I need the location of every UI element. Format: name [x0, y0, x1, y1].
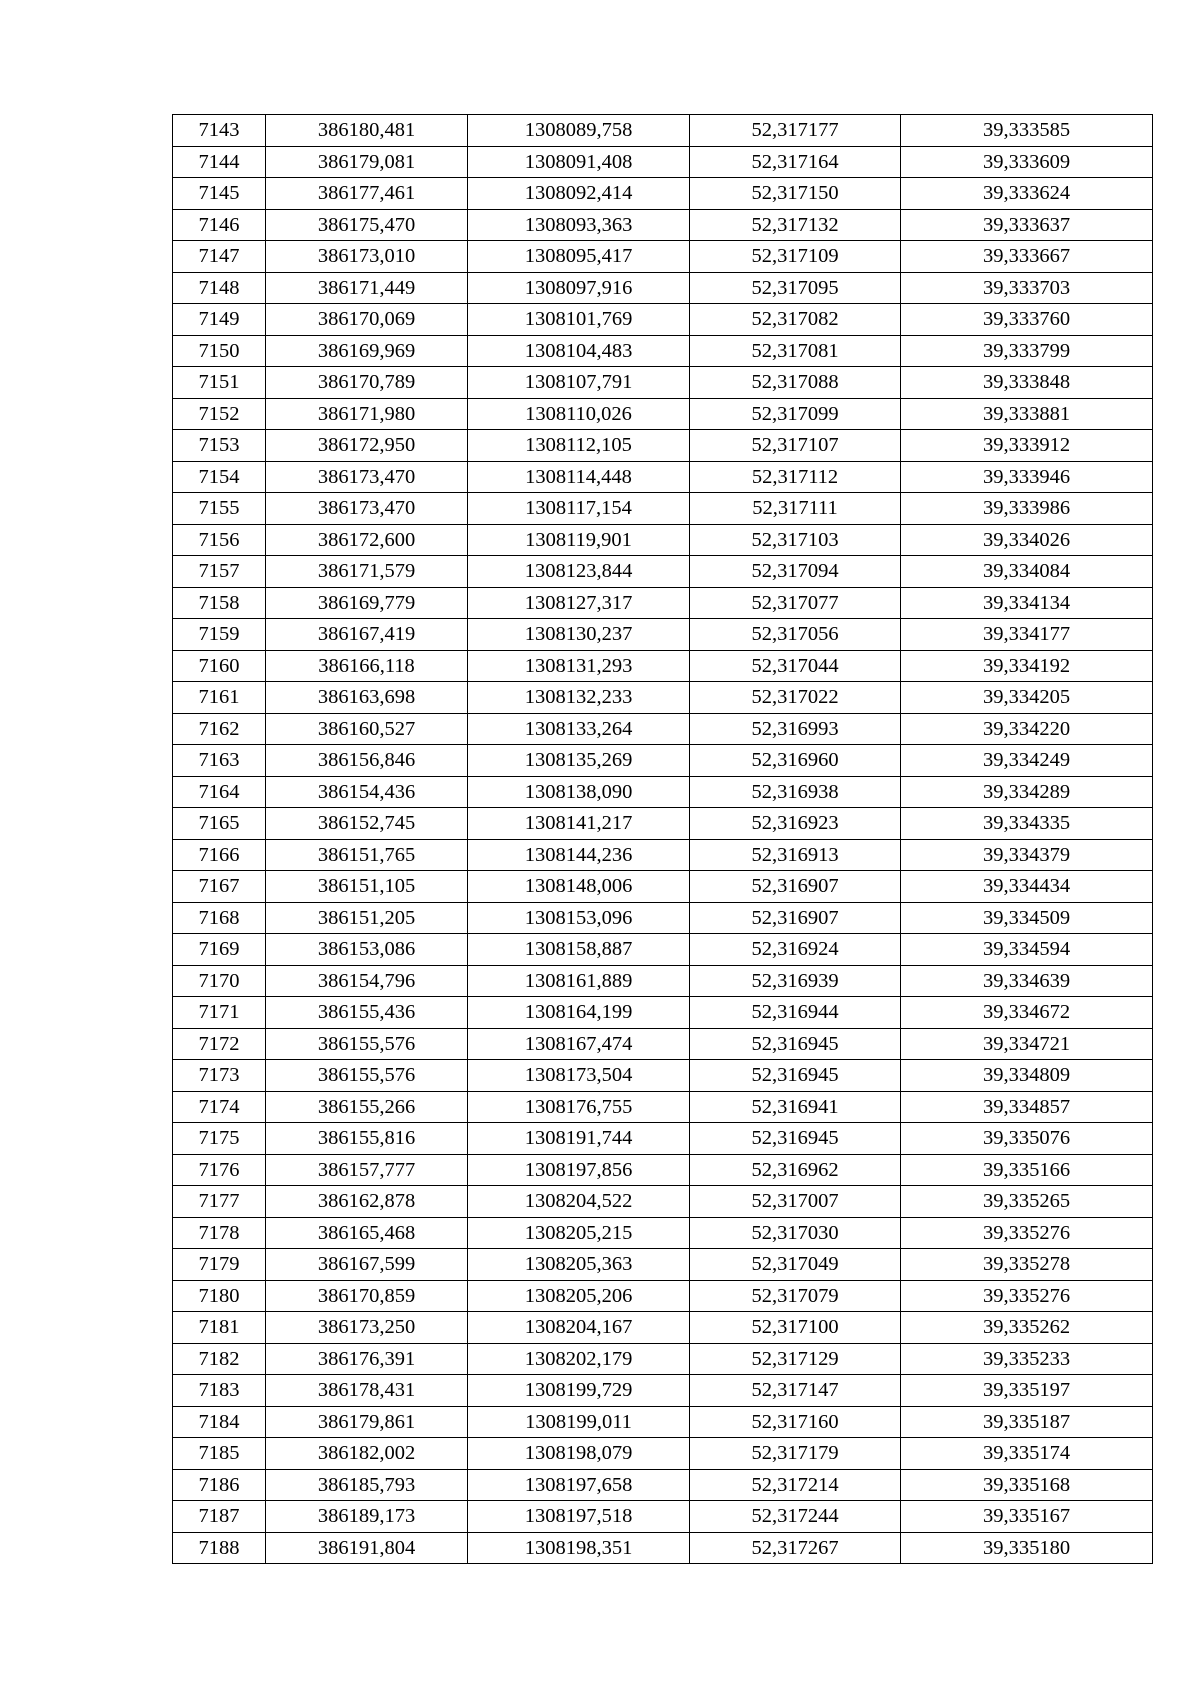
table-row [173, 1406, 1153, 1438]
x-coordinate-cell: 386170,789 [266, 367, 468, 399]
latitude-cell: 52,317081 [690, 335, 901, 367]
table-row [173, 1217, 1153, 1249]
y-coordinate-cell: 1308117,154 [468, 493, 690, 525]
table-row [173, 745, 1153, 777]
table-row [173, 1091, 1153, 1123]
table-row [173, 839, 1153, 871]
point-number-cell: 7146 [173, 209, 266, 241]
table-row [173, 1154, 1153, 1186]
point-number-cell: 7166 [173, 839, 266, 871]
latitude-cell: 52,317095 [690, 272, 901, 304]
latitude-cell: 52,316907 [690, 871, 901, 903]
point-number-cell: 7167 [173, 871, 266, 903]
y-coordinate-cell: 1308093,363 [468, 209, 690, 241]
point-number-cell: 7164 [173, 776, 266, 808]
longitude-cell: 39,334721 [901, 1028, 1153, 1060]
y-coordinate-cell: 1308202,179 [468, 1343, 690, 1375]
y-coordinate-cell: 1308123,844 [468, 556, 690, 588]
y-coordinate-cell: 1308173,504 [468, 1060, 690, 1092]
latitude-cell: 52,317244 [690, 1501, 901, 1533]
longitude-cell: 39,335262 [901, 1312, 1153, 1344]
x-coordinate-cell: 386172,950 [266, 430, 468, 462]
table-row [173, 1438, 1153, 1470]
latitude-cell: 52,317129 [690, 1343, 901, 1375]
latitude-cell: 52,317150 [690, 178, 901, 210]
y-coordinate-cell: 1308148,006 [468, 871, 690, 903]
y-coordinate-cell: 1308095,417 [468, 241, 690, 273]
table-row [173, 367, 1153, 399]
y-coordinate-cell: 1308138,090 [468, 776, 690, 808]
table-row [173, 871, 1153, 903]
table-row [173, 776, 1153, 808]
latitude-cell: 52,317056 [690, 619, 901, 651]
latitude-cell: 52,316960 [690, 745, 901, 777]
longitude-cell: 39,333609 [901, 146, 1153, 178]
point-number-cell: 7161 [173, 682, 266, 714]
point-number-cell: 7159 [173, 619, 266, 651]
longitude-cell: 39,333799 [901, 335, 1153, 367]
x-coordinate-cell: 386167,419 [266, 619, 468, 651]
point-number-cell: 7178 [173, 1217, 266, 1249]
latitude-cell: 52,316945 [690, 1123, 901, 1155]
table-row [173, 997, 1153, 1029]
table-row [173, 398, 1153, 430]
point-number-cell: 7174 [173, 1091, 266, 1123]
table-row [173, 587, 1153, 619]
longitude-cell: 39,334335 [901, 808, 1153, 840]
y-coordinate-cell: 1308119,901 [468, 524, 690, 556]
x-coordinate-cell: 386180,481 [266, 115, 468, 147]
point-number-cell: 7152 [173, 398, 266, 430]
y-coordinate-cell: 1308197,658 [468, 1469, 690, 1501]
table-row [173, 650, 1153, 682]
y-coordinate-cell: 1308135,269 [468, 745, 690, 777]
x-coordinate-cell: 386173,010 [266, 241, 468, 273]
latitude-cell: 52,317082 [690, 304, 901, 336]
table-row [173, 493, 1153, 525]
latitude-cell: 52,317132 [690, 209, 901, 241]
x-coordinate-cell: 386162,878 [266, 1186, 468, 1218]
point-number-cell: 7151 [173, 367, 266, 399]
longitude-cell: 39,334220 [901, 713, 1153, 745]
table-row [173, 934, 1153, 966]
table-row [173, 1028, 1153, 1060]
longitude-cell: 39,335276 [901, 1217, 1153, 1249]
latitude-cell: 52,316993 [690, 713, 901, 745]
table-row [173, 1501, 1153, 1533]
y-coordinate-cell: 1308161,889 [468, 965, 690, 997]
longitude-cell: 39,335167 [901, 1501, 1153, 1533]
latitude-cell: 52,317044 [690, 650, 901, 682]
longitude-cell: 39,333624 [901, 178, 1153, 210]
point-number-cell: 7171 [173, 997, 266, 1029]
x-coordinate-cell: 386173,250 [266, 1312, 468, 1344]
longitude-cell: 39,334026 [901, 524, 1153, 556]
longitude-cell: 39,335180 [901, 1532, 1153, 1564]
longitude-cell: 39,335166 [901, 1154, 1153, 1186]
point-number-cell: 7184 [173, 1406, 266, 1438]
y-coordinate-cell: 1308112,105 [468, 430, 690, 462]
longitude-cell: 39,334084 [901, 556, 1153, 588]
x-coordinate-cell: 386175,470 [266, 209, 468, 241]
x-coordinate-cell: 386169,969 [266, 335, 468, 367]
latitude-cell: 52,317164 [690, 146, 901, 178]
y-coordinate-cell: 1308197,856 [468, 1154, 690, 1186]
latitude-cell: 52,316939 [690, 965, 901, 997]
y-coordinate-cell: 1308107,791 [468, 367, 690, 399]
table-row [173, 1186, 1153, 1218]
y-coordinate-cell: 1308153,096 [468, 902, 690, 934]
point-number-cell: 7155 [173, 493, 266, 525]
latitude-cell: 52,317094 [690, 556, 901, 588]
latitude-cell: 52,317030 [690, 1217, 901, 1249]
latitude-cell: 52,317177 [690, 115, 901, 147]
x-coordinate-cell: 386151,105 [266, 871, 468, 903]
longitude-cell: 39,334289 [901, 776, 1153, 808]
table-row [173, 619, 1153, 651]
longitude-cell: 39,333585 [901, 115, 1153, 147]
table-row [173, 304, 1153, 336]
x-coordinate-cell: 386173,470 [266, 461, 468, 493]
table-row [173, 272, 1153, 304]
table-row [173, 1249, 1153, 1281]
table-row [173, 178, 1153, 210]
longitude-cell: 39,333760 [901, 304, 1153, 336]
x-coordinate-cell: 386163,698 [266, 682, 468, 714]
y-coordinate-cell: 1308205,206 [468, 1280, 690, 1312]
longitude-cell: 39,335168 [901, 1469, 1153, 1501]
latitude-cell: 52,317079 [690, 1280, 901, 1312]
longitude-cell: 39,334594 [901, 934, 1153, 966]
point-number-cell: 7183 [173, 1375, 266, 1407]
y-coordinate-cell: 1308204,522 [468, 1186, 690, 1218]
point-number-cell: 7179 [173, 1249, 266, 1281]
longitude-cell: 39,335076 [901, 1123, 1153, 1155]
x-coordinate-cell: 386165,468 [266, 1217, 468, 1249]
x-coordinate-cell: 386172,600 [266, 524, 468, 556]
x-coordinate-cell: 386179,861 [266, 1406, 468, 1438]
point-number-cell: 7157 [173, 556, 266, 588]
table-row [173, 1469, 1153, 1501]
table-row [173, 808, 1153, 840]
y-coordinate-cell: 1308131,293 [468, 650, 690, 682]
point-number-cell: 7188 [173, 1532, 266, 1564]
point-number-cell: 7180 [173, 1280, 266, 1312]
y-coordinate-cell: 1308101,769 [468, 304, 690, 336]
latitude-cell: 52,317100 [690, 1312, 901, 1344]
x-coordinate-cell: 386153,086 [266, 934, 468, 966]
table-row [173, 556, 1153, 588]
latitude-cell: 52,316938 [690, 776, 901, 808]
x-coordinate-cell: 386156,846 [266, 745, 468, 777]
point-number-cell: 7150 [173, 335, 266, 367]
x-coordinate-cell: 386191,804 [266, 1532, 468, 1564]
x-coordinate-cell: 386151,765 [266, 839, 468, 871]
y-coordinate-cell: 1308114,448 [468, 461, 690, 493]
latitude-cell: 52,316907 [690, 902, 901, 934]
x-coordinate-cell: 386169,779 [266, 587, 468, 619]
x-coordinate-cell: 386178,431 [266, 1375, 468, 1407]
point-number-cell: 7149 [173, 304, 266, 336]
longitude-cell: 39,333848 [901, 367, 1153, 399]
y-coordinate-cell: 1308104,483 [468, 335, 690, 367]
table-row [173, 209, 1153, 241]
x-coordinate-cell: 386155,576 [266, 1028, 468, 1060]
longitude-cell: 39,334809 [901, 1060, 1153, 1092]
latitude-cell: 52,316913 [690, 839, 901, 871]
latitude-cell: 52,317109 [690, 241, 901, 273]
table-row [173, 146, 1153, 178]
table-row [173, 1532, 1153, 1564]
point-number-cell: 7158 [173, 587, 266, 619]
y-coordinate-cell: 1308092,414 [468, 178, 690, 210]
longitude-cell: 39,333986 [901, 493, 1153, 525]
latitude-cell: 52,317103 [690, 524, 901, 556]
x-coordinate-cell: 386155,576 [266, 1060, 468, 1092]
longitude-cell: 39,334379 [901, 839, 1153, 871]
longitude-cell: 39,334134 [901, 587, 1153, 619]
x-coordinate-cell: 386170,069 [266, 304, 468, 336]
coordinates-table [172, 114, 1153, 1564]
latitude-cell: 52,316945 [690, 1028, 901, 1060]
table-row [173, 241, 1153, 273]
y-coordinate-cell: 1308127,317 [468, 587, 690, 619]
point-number-cell: 7175 [173, 1123, 266, 1155]
y-coordinate-cell: 1308167,474 [468, 1028, 690, 1060]
x-coordinate-cell: 386151,205 [266, 902, 468, 934]
longitude-cell: 39,334857 [901, 1091, 1153, 1123]
latitude-cell: 52,316944 [690, 997, 901, 1029]
y-coordinate-cell: 1308191,744 [468, 1123, 690, 1155]
point-number-cell: 7170 [173, 965, 266, 997]
longitude-cell: 39,334672 [901, 997, 1153, 1029]
y-coordinate-cell: 1308132,233 [468, 682, 690, 714]
point-number-cell: 7187 [173, 1501, 266, 1533]
point-number-cell: 7165 [173, 808, 266, 840]
longitude-cell: 39,334205 [901, 682, 1153, 714]
latitude-cell: 52,317077 [690, 587, 901, 619]
longitude-cell: 39,334177 [901, 619, 1153, 651]
table-row [173, 461, 1153, 493]
x-coordinate-cell: 386177,461 [266, 178, 468, 210]
latitude-cell: 52,317147 [690, 1375, 901, 1407]
longitude-cell: 39,333667 [901, 241, 1153, 273]
coordinates-table-body [173, 115, 1153, 1564]
longitude-cell: 39,333881 [901, 398, 1153, 430]
x-coordinate-cell: 386166,118 [266, 650, 468, 682]
x-coordinate-cell: 386152,745 [266, 808, 468, 840]
point-number-cell: 7163 [173, 745, 266, 777]
latitude-cell: 52,316945 [690, 1060, 901, 1092]
x-coordinate-cell: 386167,599 [266, 1249, 468, 1281]
y-coordinate-cell: 1308141,217 [468, 808, 690, 840]
latitude-cell: 52,317111 [690, 493, 901, 525]
y-coordinate-cell: 1308091,408 [468, 146, 690, 178]
latitude-cell: 52,317267 [690, 1532, 901, 1564]
point-number-cell: 7148 [173, 272, 266, 304]
latitude-cell: 52,317049 [690, 1249, 901, 1281]
point-number-cell: 7169 [173, 934, 266, 966]
x-coordinate-cell: 386173,470 [266, 493, 468, 525]
longitude-cell: 39,333637 [901, 209, 1153, 241]
y-coordinate-cell: 1308198,351 [468, 1532, 690, 1564]
point-number-cell: 7160 [173, 650, 266, 682]
table-row [173, 965, 1153, 997]
point-number-cell: 7156 [173, 524, 266, 556]
latitude-cell: 52,317112 [690, 461, 901, 493]
latitude-cell: 52,316962 [690, 1154, 901, 1186]
table-row [173, 682, 1153, 714]
point-number-cell: 7181 [173, 1312, 266, 1344]
longitude-cell: 39,333946 [901, 461, 1153, 493]
x-coordinate-cell: 386171,449 [266, 272, 468, 304]
table-row [173, 524, 1153, 556]
latitude-cell: 52,317107 [690, 430, 901, 462]
point-number-cell: 7172 [173, 1028, 266, 1060]
longitude-cell: 39,333912 [901, 430, 1153, 462]
point-number-cell: 7173 [173, 1060, 266, 1092]
table-row [173, 1343, 1153, 1375]
y-coordinate-cell: 1308158,887 [468, 934, 690, 966]
longitude-cell: 39,333703 [901, 272, 1153, 304]
longitude-cell: 39,335197 [901, 1375, 1153, 1407]
x-coordinate-cell: 386157,777 [266, 1154, 468, 1186]
latitude-cell: 52,317214 [690, 1469, 901, 1501]
longitude-cell: 39,334434 [901, 871, 1153, 903]
x-coordinate-cell: 386185,793 [266, 1469, 468, 1501]
y-coordinate-cell: 1308199,729 [468, 1375, 690, 1407]
y-coordinate-cell: 1308110,026 [468, 398, 690, 430]
point-number-cell: 7145 [173, 178, 266, 210]
table-row [173, 430, 1153, 462]
y-coordinate-cell: 1308176,755 [468, 1091, 690, 1123]
latitude-cell: 52,317099 [690, 398, 901, 430]
table-row [173, 1312, 1153, 1344]
longitude-cell: 39,334192 [901, 650, 1153, 682]
x-coordinate-cell: 386155,816 [266, 1123, 468, 1155]
x-coordinate-cell: 386182,002 [266, 1438, 468, 1470]
x-coordinate-cell: 386171,980 [266, 398, 468, 430]
latitude-cell: 52,317179 [690, 1438, 901, 1470]
y-coordinate-cell: 1308133,264 [468, 713, 690, 745]
point-number-cell: 7186 [173, 1469, 266, 1501]
point-number-cell: 7182 [173, 1343, 266, 1375]
x-coordinate-cell: 386189,173 [266, 1501, 468, 1533]
x-coordinate-cell: 386155,436 [266, 997, 468, 1029]
point-number-cell: 7143 [173, 115, 266, 147]
y-coordinate-cell: 1308204,167 [468, 1312, 690, 1344]
x-coordinate-cell: 386176,391 [266, 1343, 468, 1375]
y-coordinate-cell: 1308144,236 [468, 839, 690, 871]
longitude-cell: 39,335265 [901, 1186, 1153, 1218]
longitude-cell: 39,335276 [901, 1280, 1153, 1312]
table-row [173, 713, 1153, 745]
longitude-cell: 39,334639 [901, 965, 1153, 997]
table-row [173, 1060, 1153, 1092]
longitude-cell: 39,334249 [901, 745, 1153, 777]
latitude-cell: 52,317007 [690, 1186, 901, 1218]
latitude-cell: 52,316941 [690, 1091, 901, 1123]
y-coordinate-cell: 1308198,079 [468, 1438, 690, 1470]
latitude-cell: 52,317160 [690, 1406, 901, 1438]
longitude-cell: 39,335174 [901, 1438, 1153, 1470]
latitude-cell: 52,317088 [690, 367, 901, 399]
x-coordinate-cell: 386160,527 [266, 713, 468, 745]
y-coordinate-cell: 1308205,215 [468, 1217, 690, 1249]
longitude-cell: 39,334509 [901, 902, 1153, 934]
y-coordinate-cell: 1308205,363 [468, 1249, 690, 1281]
x-coordinate-cell: 386155,266 [266, 1091, 468, 1123]
y-coordinate-cell: 1308097,916 [468, 272, 690, 304]
x-coordinate-cell: 386171,579 [266, 556, 468, 588]
latitude-cell: 52,316924 [690, 934, 901, 966]
x-coordinate-cell: 386154,436 [266, 776, 468, 808]
y-coordinate-cell: 1308199,011 [468, 1406, 690, 1438]
point-number-cell: 7176 [173, 1154, 266, 1186]
table-row [173, 115, 1153, 147]
y-coordinate-cell: 1308197,518 [468, 1501, 690, 1533]
table-row [173, 902, 1153, 934]
y-coordinate-cell: 1308130,237 [468, 619, 690, 651]
point-number-cell: 7162 [173, 713, 266, 745]
x-coordinate-cell: 386170,859 [266, 1280, 468, 1312]
table-row [173, 1375, 1153, 1407]
point-number-cell: 7185 [173, 1438, 266, 1470]
point-number-cell: 7147 [173, 241, 266, 273]
y-coordinate-cell: 1308089,758 [468, 115, 690, 147]
point-number-cell: 7168 [173, 902, 266, 934]
longitude-cell: 39,335278 [901, 1249, 1153, 1281]
table-row [173, 1280, 1153, 1312]
longitude-cell: 39,335233 [901, 1343, 1153, 1375]
point-number-cell: 7177 [173, 1186, 266, 1218]
latitude-cell: 52,317022 [690, 682, 901, 714]
x-coordinate-cell: 386154,796 [266, 965, 468, 997]
latitude-cell: 52,316923 [690, 808, 901, 840]
point-number-cell: 7144 [173, 146, 266, 178]
longitude-cell: 39,335187 [901, 1406, 1153, 1438]
point-number-cell: 7153 [173, 430, 266, 462]
table-row [173, 1123, 1153, 1155]
x-coordinate-cell: 386179,081 [266, 146, 468, 178]
table-row [173, 335, 1153, 367]
y-coordinate-cell: 1308164,199 [468, 997, 690, 1029]
point-number-cell: 7154 [173, 461, 266, 493]
